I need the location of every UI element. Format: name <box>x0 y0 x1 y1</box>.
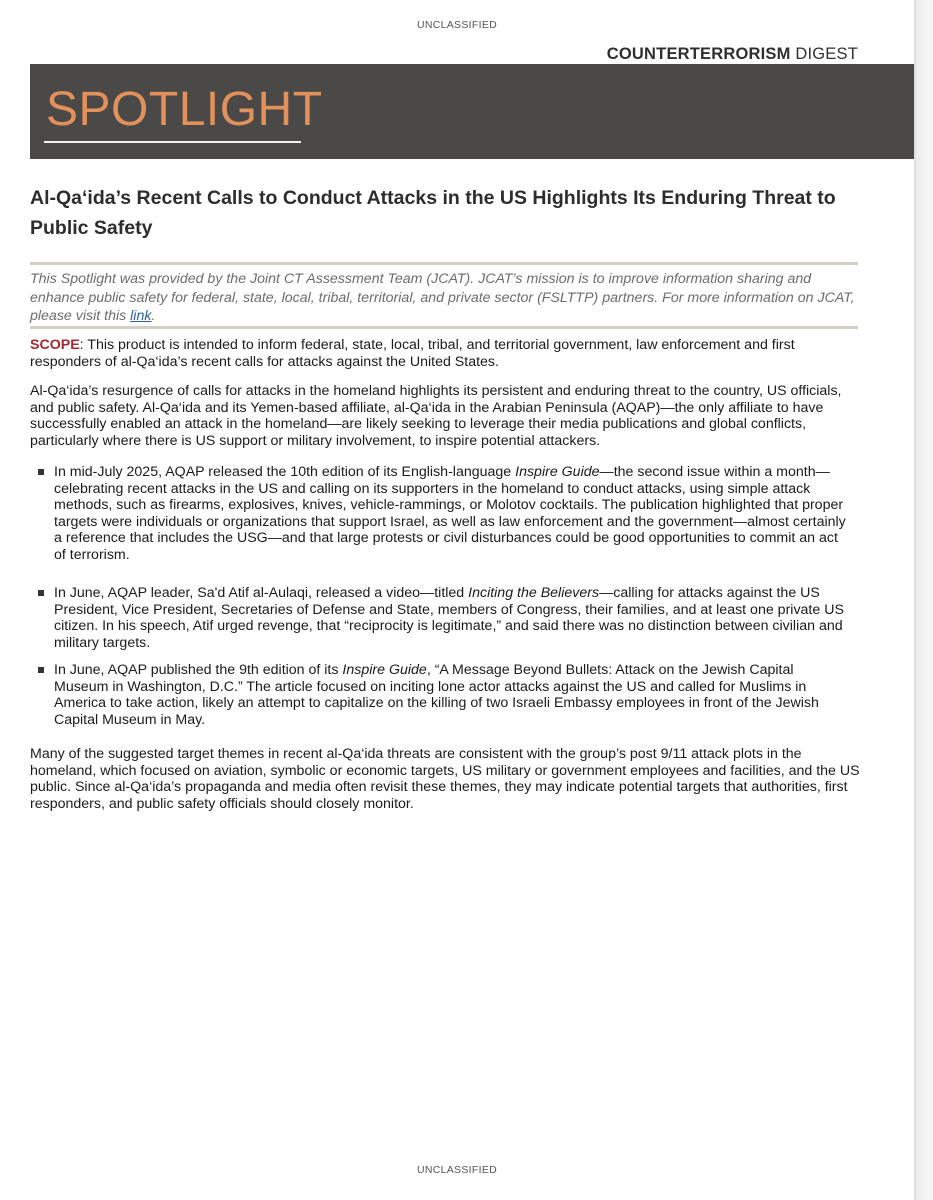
divider-bottom <box>30 326 858 329</box>
bullet-text-part: In June, AQAP leader, Sa'd Atif al-Aulaqi, released a video—titled <box>54 585 469 601</box>
bullet-text <box>54 662 846 728</box>
spotlight-label: SPOTLIGHT <box>46 83 323 136</box>
bullet-text-part: In June, AQAP published the 9th edition of its <box>54 662 343 678</box>
intro-note <box>30 270 864 326</box>
banner-underline <box>44 141 301 143</box>
intro-text: This Spotlight was provided by the Joint CT Assessment Team (JCAT). JCAT’s mission is to improve information sharing and enhance public safety for federal, state, local, tribal, territorial, and private sector (FSLTTP) partners. For more information on JCAT, please visit this <box>30 271 855 324</box>
bullet-marker <box>38 590 44 596</box>
spotlight-banner <box>30 64 914 159</box>
publication-title: Inspire Guide <box>515 464 600 480</box>
page-title: Al-Qa‘ida’s Recent Calls to Conduct Attacks in the US Highlights Its Enduring Threat to Public Safety <box>30 187 836 239</box>
bullet-marker <box>38 469 44 475</box>
publication-title: Inspire Guide <box>342 662 427 678</box>
classification-bottom: UNCLASSIFIED <box>416 1164 498 1176</box>
bullet-item <box>38 464 846 563</box>
classification-top: UNCLASSIFIED <box>416 19 498 31</box>
paragraph-2: Many of the suggested target themes in recent al-Qa‘ida threats are consistent with the group’s post 9/11 attack plots in the homeland, which focused on aviation, symbolic or economic targets, US military or government employees and facilities, and the US public. Since al-Qa‘ida’s propaganda and media often revisit these themes, they may indicate potential targets that authorities, first responders, and public safety officials should closely monitor. <box>30 746 860 812</box>
bullet-text-part: —calling for attacks against the US President, Vice President, Secretaries of Defense and State, members of Congress, their families, and at least one private US citizen. In his speech, Atif urged revenge, that “reciprocity is legitimate,” and said there was no distinction between civilian and military targets. <box>54 585 844 651</box>
page-edge <box>914 0 933 1200</box>
paragraph-1: Al-Qa‘ida’s resurgence of calls for attacks in the homeland highlights its persistent and enduring threat to the country, US officials, and public safety. Al-Qa‘ida and its Yemen-based affiliate, al-Qa‘ida in the Arabian Peninsula (AQAP)—the only affiliate to have successfully enabled an attack in the homeland—are likely seeking to leverage their media publications and global conflicts, particularly where there is US support or military involvement, to inspire potential attackers. <box>30 383 842 449</box>
scope-label: SCOPE <box>30 337 80 353</box>
bullet-text <box>54 585 846 651</box>
video-title: Inciting the Believers <box>468 585 600 601</box>
bullet-text-part: , “A Message Beyond Bullets: Attack on the Jewish Capital Museum in Washington, D.C.” The article focused on inciting lone actor attacks against the US and called for Muslims in America to take action, likely an attempt to capitalize on the killing of two Israeli Embassy employees in front of the Jewish Capital Museum in May. <box>54 662 819 728</box>
divider-top <box>30 262 858 265</box>
publication-name <box>607 45 858 64</box>
bullet-item <box>38 662 846 728</box>
publication-name-bold: COUNTERTERRORISM <box>606 45 791 63</box>
jcat-link[interactable]: link <box>130 308 152 324</box>
scope-text: : This product is intended to inform federal, state, local, tribal, and territorial government, law enforcement and first responders of al-Qa‘ida’s recent calls for attacks against the United States. <box>30 337 795 370</box>
publication-name-rest: DIGEST <box>790 45 858 63</box>
scope-paragraph <box>30 337 866 370</box>
bullet-text-part: In mid-July 2025, AQAP released the 10th edition of its English-language <box>54 464 516 480</box>
intro-end: . <box>151 308 156 324</box>
bullet-text-part: —the second issue within a month—celebrating recent attacks in the US and calling on its supporters in the homeland to conduct attacks, using simple attack methods, such as firearms, explosives, knives, vehicle-rammings, or Molotov cocktails. The publication highlighted that proper targets were individuals or organizations that support Israel, as well as law enforcement and the government—almost certainly a reference that includes the USG—and that large protests or civil disturbances could be good opportunities to commit an act of terrorism. <box>54 464 846 563</box>
bullet-marker <box>38 667 44 673</box>
bullet-text <box>54 464 846 563</box>
bullet-item <box>38 585 846 651</box>
